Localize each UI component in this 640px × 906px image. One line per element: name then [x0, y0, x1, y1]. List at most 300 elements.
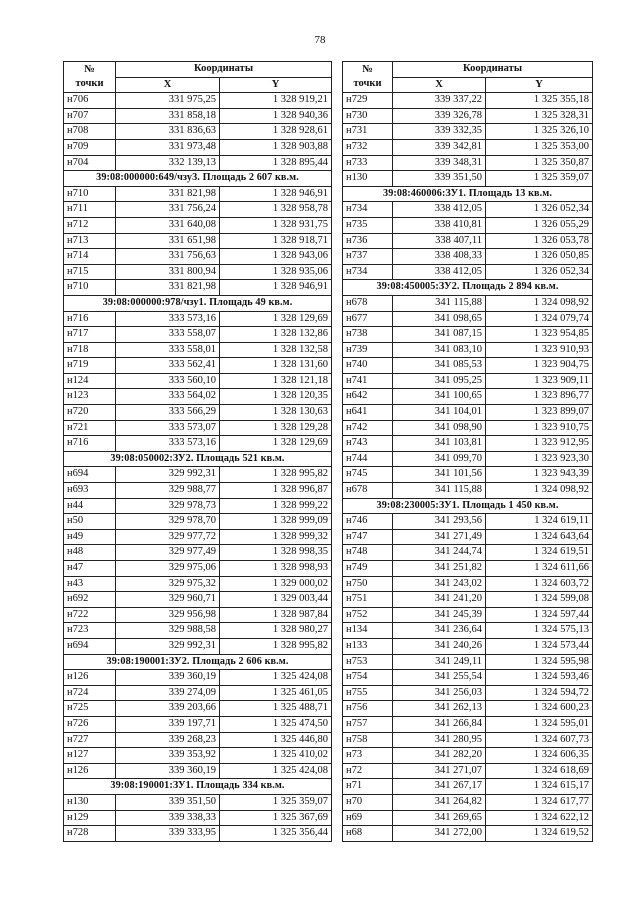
y-coordinate-cell: 1 323 923,30	[486, 451, 593, 467]
x-coordinate-cell: 341 236,64	[393, 623, 486, 639]
table-row	[343, 264, 593, 280]
x-coordinate-cell: 338 407,11	[393, 233, 486, 249]
point-number-cell: н740	[343, 358, 393, 374]
point-number-header-symbol: №	[84, 63, 95, 75]
y-coordinate-cell: 1 325 355,18	[486, 93, 593, 109]
table-row	[64, 280, 332, 296]
x-header: X	[393, 77, 486, 93]
x-coordinate-cell: 341 240,26	[393, 638, 486, 654]
section-header-row	[64, 654, 332, 670]
y-coordinate-cell: 1 328 995,82	[220, 638, 332, 654]
x-coordinate-cell: 341 251,82	[393, 561, 486, 577]
table-row	[343, 826, 593, 842]
y-coordinate-cell: 1 324 573,44	[486, 638, 593, 654]
y-coordinate-cell: 1 325 328,31	[486, 108, 593, 124]
point-number-cell: н71	[343, 779, 393, 795]
y-coordinate-cell: 1 324 606,35	[486, 748, 593, 764]
point-number-cell: н704	[64, 155, 116, 171]
table-row	[64, 249, 332, 265]
y-coordinate-cell: 1 323 910,93	[486, 342, 593, 358]
y-coordinate-cell: 1 328 999,22	[220, 498, 332, 514]
x-coordinate-cell: 339 337,22	[393, 93, 486, 109]
y-coordinate-cell: 1 323 954,85	[486, 327, 593, 343]
x-coordinate-cell: 338 410,81	[393, 217, 486, 233]
point-number-cell: н694	[64, 638, 116, 654]
table-row	[64, 108, 332, 124]
table-row	[343, 139, 593, 155]
y-coordinate-cell: 1 328 980,27	[220, 623, 332, 639]
y-coordinate-cell: 1 324 079,74	[486, 311, 593, 327]
point-number-cell: н733	[343, 155, 393, 171]
y-coordinate-cell: 1 326 052,34	[486, 264, 593, 280]
coordinates-header: Координаты	[393, 62, 593, 78]
section-title: 39:08:050002:ЗУ2. Площадь 521 кв.м.	[64, 451, 332, 467]
table-row	[343, 124, 593, 140]
y-coordinate-cell: 1 328 131,60	[220, 358, 332, 374]
y-coordinate-cell: 1 324 607,73	[486, 732, 593, 748]
section-title: 39:08:000000:978/чзу1. Площадь 49 кв.м.	[64, 295, 332, 311]
point-number-cell: н716	[64, 436, 116, 452]
x-coordinate-cell: 341 264,82	[393, 794, 486, 810]
table-row	[64, 732, 332, 748]
y-coordinate-cell: 1 324 603,72	[486, 576, 593, 592]
table-row	[64, 685, 332, 701]
point-number-cell: н735	[343, 217, 393, 233]
y-coordinate-cell: 1 328 935,06	[220, 264, 332, 280]
point-number-cell: н129	[64, 810, 116, 826]
table-row	[64, 529, 332, 545]
y-coordinate-cell: 1 329 000,02	[220, 576, 332, 592]
table-row	[64, 373, 332, 389]
x-coordinate-cell: 331 651,98	[116, 233, 220, 249]
y-coordinate-cell: 1 324 599,08	[486, 592, 593, 608]
section-title: 39:08:460006:ЗУ1. Площадь 13 кв.м.	[343, 186, 593, 202]
point-number-cell: н712	[64, 217, 116, 233]
x-coordinate-cell: 341 249,11	[393, 654, 486, 670]
table-row	[343, 623, 593, 639]
x-coordinate-cell: 341 271,49	[393, 529, 486, 545]
x-coordinate-cell: 341 104,01	[393, 405, 486, 421]
table-row	[64, 467, 332, 483]
section-header-row	[64, 171, 332, 187]
y-coordinate-cell: 1 328 132,58	[220, 342, 332, 358]
x-coordinate-cell: 331 756,63	[116, 249, 220, 265]
y-coordinate-cell: 1 328 998,35	[220, 545, 332, 561]
x-coordinate-cell: 339 351,50	[393, 171, 486, 187]
x-coordinate-cell: 339 333,95	[116, 826, 220, 842]
x-coordinate-cell: 341 099,70	[393, 451, 486, 467]
y-coordinate-cell: 1 328 919,21	[220, 93, 332, 109]
table-row	[343, 93, 593, 109]
table-row	[64, 670, 332, 686]
point-number-cell: н729	[343, 93, 393, 109]
x-coordinate-cell: 331 800,94	[116, 264, 220, 280]
point-number-cell: н694	[64, 467, 116, 483]
x-coordinate-cell: 339 197,71	[116, 716, 220, 732]
table-row	[64, 794, 332, 810]
point-number-header-label: точки	[353, 78, 382, 90]
x-coordinate-cell: 339 268,23	[116, 732, 220, 748]
x-coordinate-cell: 338 408,33	[393, 249, 486, 265]
x-coordinate-cell: 341 293,56	[393, 514, 486, 530]
table-row	[343, 794, 593, 810]
section-title: 39:08:000000:649/чзу3. Площадь 2 607 кв.м.	[64, 171, 332, 187]
x-coordinate-cell: 341 280,95	[393, 732, 486, 748]
table-row	[64, 436, 332, 452]
point-number-cell: н130	[343, 171, 393, 187]
y-coordinate-cell: 1 324 643,64	[486, 529, 593, 545]
table-row	[64, 124, 332, 140]
point-number-cell: н743	[343, 436, 393, 452]
point-number-cell: н708	[64, 124, 116, 140]
y-coordinate-cell: 1 325 446,80	[220, 732, 332, 748]
y-coordinate-cell: 1 328 946,91	[220, 280, 332, 296]
x-coordinate-cell: 333 573,16	[116, 311, 220, 327]
point-number-cell: н134	[343, 623, 393, 639]
table-row	[64, 420, 332, 436]
table-row	[343, 716, 593, 732]
table-row	[64, 264, 332, 280]
point-number-cell: н720	[64, 405, 116, 421]
x-coordinate-cell: 339 274,09	[116, 685, 220, 701]
y-coordinate-cell: 1 323 909,11	[486, 373, 593, 389]
x-coordinate-cell: 333 573,07	[116, 420, 220, 436]
table-row	[64, 358, 332, 374]
y-coordinate-cell: 1 325 356,44	[220, 826, 332, 842]
x-coordinate-cell: 339 351,50	[116, 794, 220, 810]
point-number-cell: н710	[64, 280, 116, 296]
point-number-cell: н741	[343, 373, 393, 389]
point-number-header-label: точки	[75, 78, 104, 90]
y-coordinate-cell: 1 324 575,13	[486, 623, 593, 639]
y-coordinate-cell: 1 328 958,78	[220, 202, 332, 218]
y-coordinate-cell: 1 326 052,34	[486, 202, 593, 218]
x-coordinate-cell: 329 988,77	[116, 483, 220, 499]
y-coordinate-cell: 1 328 129,28	[220, 420, 332, 436]
y-coordinate-cell: 1 328 928,61	[220, 124, 332, 140]
x-coordinate-cell: 341 103,81	[393, 436, 486, 452]
x-coordinate-cell: 341 266,84	[393, 716, 486, 732]
point-number-cell: н732	[343, 139, 393, 155]
table-body-left	[64, 93, 332, 842]
point-number-cell: н738	[343, 327, 393, 343]
point-number-cell: н755	[343, 685, 393, 701]
x-coordinate-cell: 341 095,25	[393, 373, 486, 389]
point-number-cell: н724	[64, 685, 116, 701]
point-number-cell: н748	[343, 545, 393, 561]
point-number-cell: н750	[343, 576, 393, 592]
table-row	[343, 670, 593, 686]
table-row	[64, 342, 332, 358]
section-header-row	[343, 498, 593, 514]
x-coordinate-cell: 329 960,71	[116, 592, 220, 608]
y-header: Y	[220, 77, 332, 93]
point-number-cell: н44	[64, 498, 116, 514]
table-row	[64, 810, 332, 826]
table-row	[64, 701, 332, 717]
x-coordinate-cell: 333 560,10	[116, 373, 220, 389]
x-coordinate-cell: 339 360,19	[116, 763, 220, 779]
point-number-cell: н678	[343, 295, 393, 311]
x-coordinate-cell: 341 282,20	[393, 748, 486, 764]
x-coordinate-cell: 341 100,65	[393, 389, 486, 405]
coordinates-table-right	[342, 61, 593, 842]
table-row	[343, 342, 593, 358]
y-coordinate-cell: 1 328 129,69	[220, 436, 332, 452]
x-coordinate-cell: 341 083,10	[393, 342, 486, 358]
y-coordinate-cell: 1 325 359,07	[486, 171, 593, 187]
table-row	[343, 420, 593, 436]
table-row	[343, 436, 593, 452]
point-number-cell: н693	[64, 483, 116, 499]
table-row	[64, 561, 332, 577]
table-row	[343, 592, 593, 608]
y-coordinate-cell: 1 324 619,51	[486, 545, 593, 561]
point-number-cell: н727	[64, 732, 116, 748]
point-number-cell: н722	[64, 607, 116, 623]
table-row	[64, 217, 332, 233]
header-row	[343, 62, 593, 78]
y-coordinate-cell: 1 325 326,10	[486, 124, 593, 140]
point-number-cell: н739	[343, 342, 393, 358]
point-number-cell: н49	[64, 529, 116, 545]
point-number-cell: н734	[343, 264, 393, 280]
y-coordinate-cell: 1 328 931,75	[220, 217, 332, 233]
point-number-cell: н713	[64, 233, 116, 249]
x-coordinate-cell: 333 558,01	[116, 342, 220, 358]
table-row	[343, 701, 593, 717]
x-coordinate-cell: 341 267,17	[393, 779, 486, 795]
point-number-cell: н718	[64, 342, 116, 358]
x-coordinate-cell: 341 098,90	[393, 420, 486, 436]
x-coordinate-cell: 331 640,08	[116, 217, 220, 233]
table-row	[343, 373, 593, 389]
x-coordinate-cell: 341 269,65	[393, 810, 486, 826]
table-row	[64, 498, 332, 514]
table-row	[343, 451, 593, 467]
y-coordinate-cell: 1 325 353,00	[486, 139, 593, 155]
x-coordinate-cell: 331 973,48	[116, 139, 220, 155]
table-row	[64, 763, 332, 779]
y-coordinate-cell: 1 328 943,06	[220, 249, 332, 265]
table-row	[343, 171, 593, 187]
x-coordinate-cell: 329 975,32	[116, 576, 220, 592]
point-number-cell: н48	[64, 545, 116, 561]
y-coordinate-cell: 1 328 903,88	[220, 139, 332, 155]
point-number-cell: н126	[64, 763, 116, 779]
y-coordinate-cell: 1 323 896,77	[486, 389, 593, 405]
point-number-cell: н747	[343, 529, 393, 545]
point-number-cell: н737	[343, 249, 393, 265]
y-coordinate-cell: 1 328 999,09	[220, 514, 332, 530]
point-number-cell: н68	[343, 826, 393, 842]
table-row	[64, 623, 332, 639]
y-header: Y	[486, 77, 593, 93]
table-row	[343, 576, 593, 592]
point-number-cell: н726	[64, 716, 116, 732]
y-coordinate-cell: 1 325 488,71	[220, 701, 332, 717]
point-number-cell: н754	[343, 670, 393, 686]
table-row	[343, 295, 593, 311]
y-coordinate-cell: 1 323 899,07	[486, 405, 593, 421]
y-coordinate-cell: 1 328 995,82	[220, 467, 332, 483]
x-coordinate-cell: 341 241,20	[393, 592, 486, 608]
table-body-right	[343, 93, 593, 842]
y-coordinate-cell: 1 328 130,63	[220, 405, 332, 421]
x-coordinate-cell: 341 271,07	[393, 763, 486, 779]
x-coordinate-cell: 333 562,41	[116, 358, 220, 374]
y-coordinate-cell: 1 323 904,75	[486, 358, 593, 374]
x-coordinate-cell: 341 245,39	[393, 607, 486, 623]
x-coordinate-cell: 341 115,88	[393, 483, 486, 499]
point-number-cell: н746	[343, 514, 393, 530]
x-coordinate-cell: 341 243,02	[393, 576, 486, 592]
y-coordinate-cell: 1 325 359,07	[220, 794, 332, 810]
table-row	[64, 576, 332, 592]
y-coordinate-cell: 1 326 050,85	[486, 249, 593, 265]
x-coordinate-cell: 329 992,31	[116, 638, 220, 654]
table-row	[64, 155, 332, 171]
x-coordinate-cell: 333 566,29	[116, 405, 220, 421]
x-coordinate-cell: 339 203,66	[116, 701, 220, 717]
x-coordinate-cell: 331 858,18	[116, 108, 220, 124]
x-coordinate-cell: 329 977,49	[116, 545, 220, 561]
y-coordinate-cell: 1 324 594,72	[486, 685, 593, 701]
coordinates-table-left	[63, 61, 332, 842]
section-header-row	[64, 779, 332, 795]
x-coordinate-cell: 331 756,24	[116, 202, 220, 218]
section-title: 39:08:190001:ЗУ2. Площадь 2 606 кв.м.	[64, 654, 332, 670]
point-number-cell: н752	[343, 607, 393, 623]
point-number-cell: н736	[343, 233, 393, 249]
y-coordinate-cell: 1 325 350,87	[486, 155, 593, 171]
y-coordinate-cell: 1 324 593,46	[486, 670, 593, 686]
y-coordinate-cell: 1 328 987,84	[220, 607, 332, 623]
y-coordinate-cell: 1 326 053,78	[486, 233, 593, 249]
point-number-cell: н124	[64, 373, 116, 389]
point-number-cell: н127	[64, 748, 116, 764]
table-row	[64, 405, 332, 421]
point-number-cell: н43	[64, 576, 116, 592]
table-row	[343, 529, 593, 545]
point-number-cell: н753	[343, 654, 393, 670]
table-row	[343, 217, 593, 233]
y-coordinate-cell: 1 324 617,77	[486, 794, 593, 810]
point-number-cell: н123	[64, 389, 116, 405]
x-coordinate-cell: 339 353,92	[116, 748, 220, 764]
table-row	[64, 716, 332, 732]
point-number-cell: н678	[343, 483, 393, 499]
table-row	[343, 202, 593, 218]
x-coordinate-cell: 339 332,35	[393, 124, 486, 140]
point-number-cell: н728	[64, 826, 116, 842]
x-coordinate-cell: 341 085,53	[393, 358, 486, 374]
table-row	[343, 545, 593, 561]
y-coordinate-cell: 1 328 996,87	[220, 483, 332, 499]
point-number-cell: н126	[64, 670, 116, 686]
table-row	[64, 93, 332, 109]
x-coordinate-cell: 341 256,03	[393, 685, 486, 701]
y-coordinate-cell: 1 323 912,95	[486, 436, 593, 452]
y-coordinate-cell: 1 328 940,36	[220, 108, 332, 124]
point-number-cell: н641	[343, 405, 393, 421]
page-number: 78	[314, 34, 326, 46]
point-number-cell: н706	[64, 93, 116, 109]
table-row	[343, 638, 593, 654]
y-coordinate-cell: 1 324 619,52	[486, 826, 593, 842]
point-number-cell: н130	[64, 794, 116, 810]
point-number-cell: н714	[64, 249, 116, 265]
y-coordinate-cell: 1 328 132,86	[220, 327, 332, 343]
table-row	[343, 685, 593, 701]
table-row	[343, 233, 593, 249]
table-row	[343, 108, 593, 124]
point-number-cell: н731	[343, 124, 393, 140]
point-number-cell: н719	[64, 358, 116, 374]
y-coordinate-cell: 1 325 461,05	[220, 685, 332, 701]
x-coordinate-cell: 339 342,81	[393, 139, 486, 155]
y-coordinate-cell: 1 326 055,29	[486, 217, 593, 233]
y-coordinate-cell: 1 324 615,17	[486, 779, 593, 795]
point-number-cell: н734	[343, 202, 393, 218]
x-coordinate-cell: 331 821,98	[116, 186, 220, 202]
table-row	[343, 327, 593, 343]
point-number-cell: н725	[64, 701, 116, 717]
table-row	[64, 311, 332, 327]
x-coordinate-cell: 329 992,31	[116, 467, 220, 483]
table-row	[343, 654, 593, 670]
table-row	[343, 763, 593, 779]
y-coordinate-cell: 1 324 098,92	[486, 295, 593, 311]
y-coordinate-cell: 1 328 895,44	[220, 155, 332, 171]
table-row	[64, 202, 332, 218]
point-number-cell: н758	[343, 732, 393, 748]
x-coordinate-cell: 341 101,56	[393, 467, 486, 483]
table-row	[343, 779, 593, 795]
section-header-row	[64, 295, 332, 311]
section-header-row	[64, 451, 332, 467]
point-number-cell: н642	[343, 389, 393, 405]
section-title: 39:08:450005:ЗУ2. Площадь 2 894 кв.м.	[343, 280, 593, 296]
x-coordinate-cell: 329 975,06	[116, 561, 220, 577]
x-coordinate-cell: 331 821,98	[116, 280, 220, 296]
section-header-row	[343, 186, 593, 202]
point-number-cell: н707	[64, 108, 116, 124]
x-coordinate-cell: 338 412,05	[393, 264, 486, 280]
table-row	[64, 607, 332, 623]
point-number-cell: н749	[343, 561, 393, 577]
y-coordinate-cell: 1 324 611,66	[486, 561, 593, 577]
table-row	[64, 139, 332, 155]
point-number-cell: н710	[64, 186, 116, 202]
point-number-cell: н757	[343, 716, 393, 732]
point-number-cell: н751	[343, 592, 393, 608]
table-row	[343, 405, 593, 421]
x-header: X	[116, 77, 220, 93]
x-coordinate-cell: 341 115,88	[393, 295, 486, 311]
x-coordinate-cell: 329 978,70	[116, 514, 220, 530]
x-coordinate-cell: 339 348,31	[393, 155, 486, 171]
y-coordinate-cell: 1 324 098,92	[486, 483, 593, 499]
table-row	[343, 155, 593, 171]
point-number-cell: н715	[64, 264, 116, 280]
y-coordinate-cell: 1 328 999,32	[220, 529, 332, 545]
table-row	[343, 358, 593, 374]
table-row	[64, 327, 332, 343]
point-number-cell: н745	[343, 467, 393, 483]
point-number-cell: н73	[343, 748, 393, 764]
y-coordinate-cell: 1 325 424,08	[220, 670, 332, 686]
